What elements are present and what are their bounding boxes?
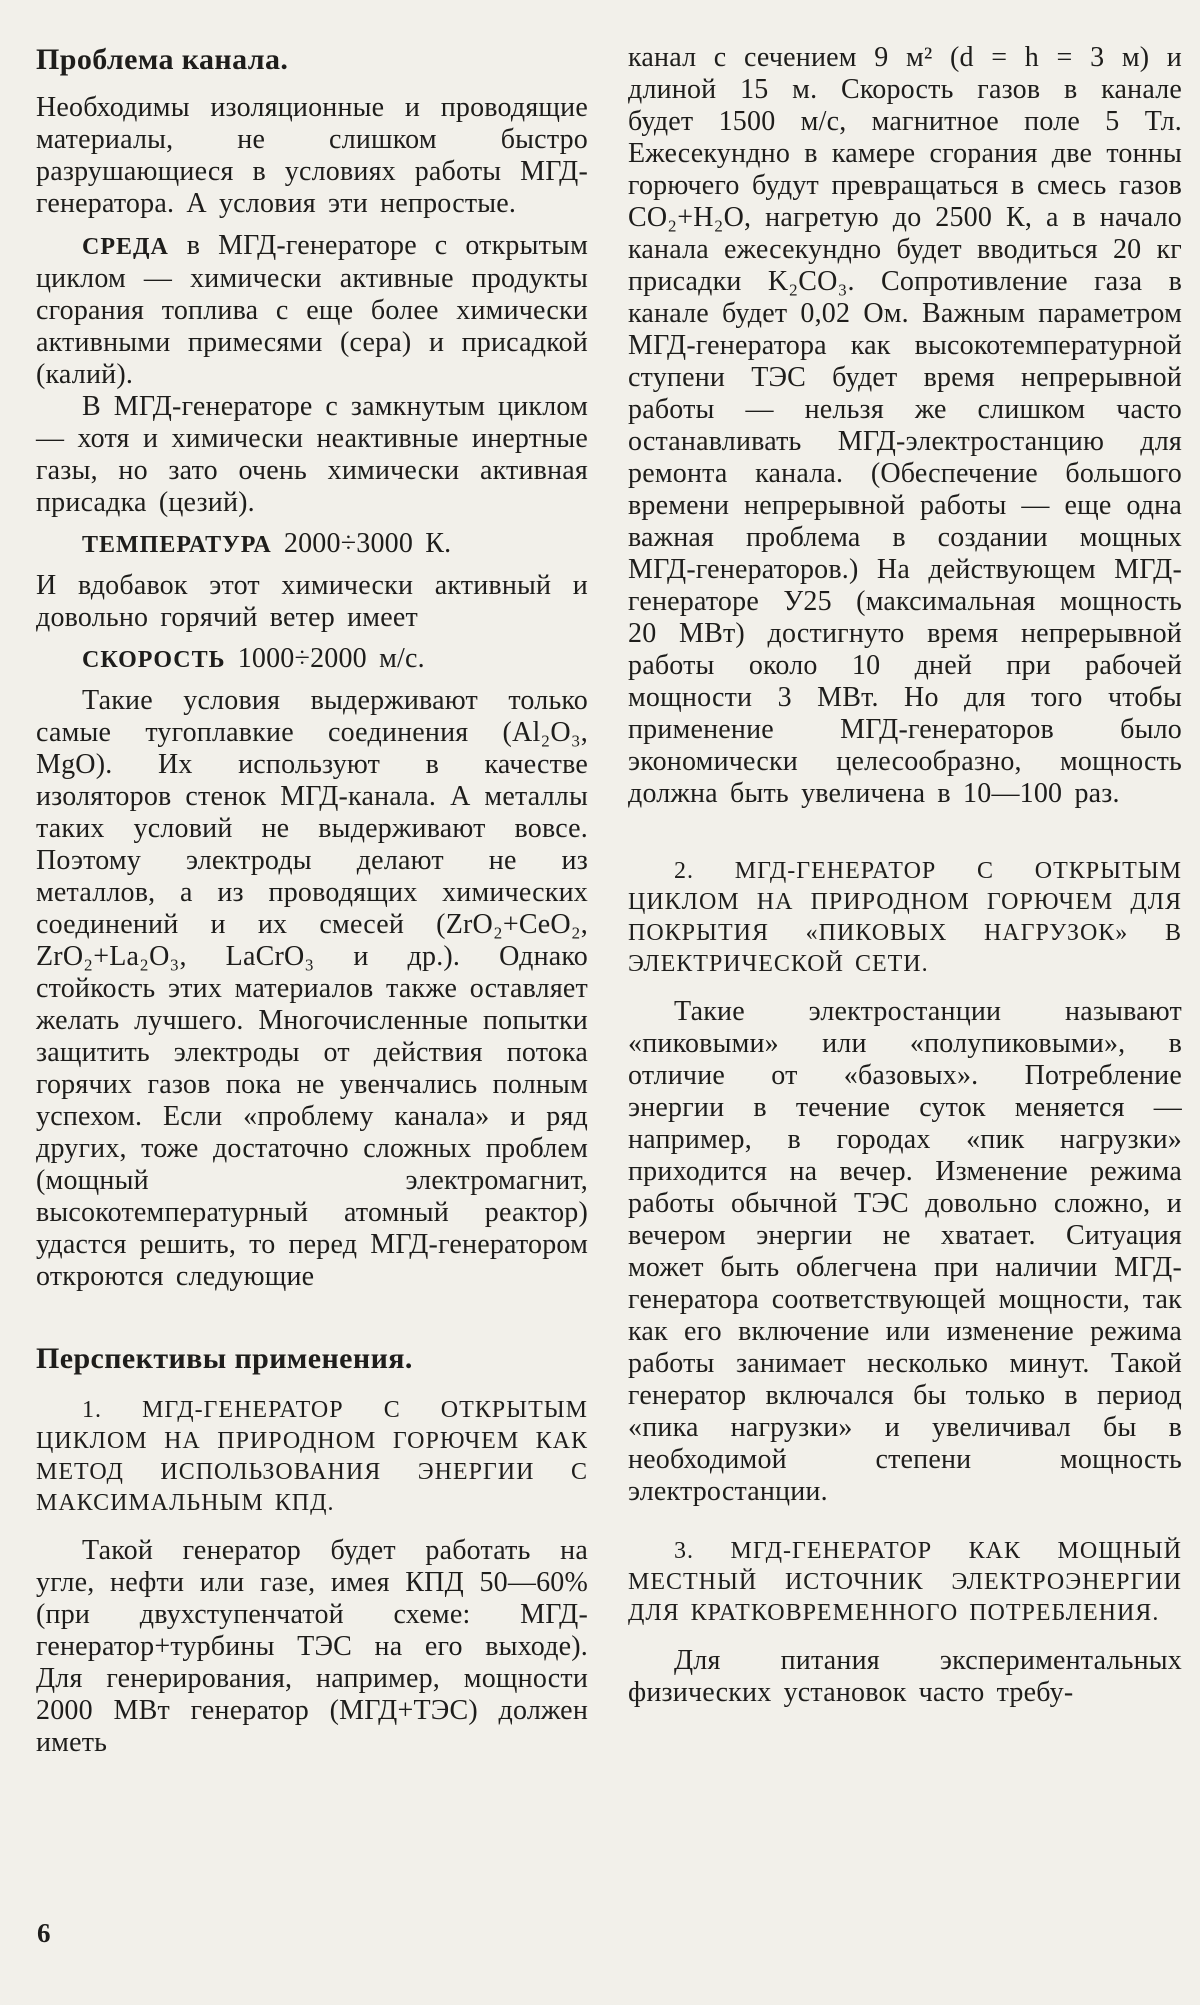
temperature-value: 2000÷3000 К. (271, 528, 452, 559)
heading-prospects: Перспективы применения. (36, 1342, 413, 1375)
paragraph-generator: Такой генератор будет работать на угле, нефти или газе, имея КПД 50—60% (при двухступенчатой схеме: МГД-генератор+турбины ТЭС на его выходе). Для генерирования, например, мощности 2000 МВт генератор (МГД+ТЭС) должен иметь (36, 1535, 588, 1758)
paragraph-channel-continuation: канал с сечением 9 м² (d = h = 3 м) и длиной 15 м. Скорость газов в канале будет 1500 м/с, магнитное поле 5 Тл. Ежесекундно в камере сгорания две тонны горючего будут превращаться в смесь газов CO₂+H₂O, нагретую до 2500 К, а в начало канала ежесекундно будет вводиться 20 кг присадки K₂CO₃. Сопротивление газа в канале будет 0,02 Ом. Важным параметром МГД-генератора как высокотемпературной ступени ТЭС будет время непрерывной работы — нельзя же слишком часто останавливать МГД-электростанцию для ремонта канала. (Обеспечение большого времени непрерывной работы — еще одна важная проблема в создании мощных МГД-генераторов.) На действующем МГД-генераторе У25 (максимальная мощность 20 МВт) достигнуто время непрерывной работы около 10 дней при рабочей мощности 3 МВт. Но для того чтобы применение МГД-генераторов было экономически целесообразно, мощность должна быть увеличена в 10—100 раз. (628, 42, 1182, 809)
paragraph-environment (36, 230, 588, 391)
paragraph-wind: И вдобавок этот химически активный и довольно горячий ветер имеет (36, 570, 588, 633)
line-speed (36, 643, 588, 676)
lead-word-sreda: СРЕДА (82, 234, 169, 260)
left-column (36, 42, 588, 1759)
paragraph-closed-cycle: В МГД-генераторе с замкнутым циклом — хотя и химически неактивные инертные газы, но зато очень химически активная присадка (цезий). (36, 391, 588, 518)
subsection-1-title: 1. МГД-ГЕНЕРАТОР С ОТКРЫТЫМ ЦИКЛОМ НА ПРИРОДНОМ ГОРЮЧЕМ КАК МЕТОД ИСПОЛЬЗОВАНИЯ ЭНЕРГИИ С МАКСИМАЛЬНЫМ КПД. (36, 1397, 588, 1516)
paragraph-environment-text: в МГД-генераторе с открытым циклом — химически активные продукты сгорания топлива с еще более химически активными примесями (сера) и присадкой (калий). (36, 230, 588, 390)
heading-channel-problem: Проблема канала. (36, 43, 289, 76)
text-columns (36, 42, 1182, 1759)
lead-word-speed: СКОРОСТЬ (82, 647, 226, 673)
lead-word-temperature: ТЕМПЕРАТУРА (82, 532, 272, 558)
paragraph-peak-load: Такие электростанции называют «пиковыми» или «полупиковыми», в отличие от «базовых». Потребление энергии в течение суток меняется — например, в городах «пик нагрузки» приходится на вечер. Изменение режима работы обычной ТЭС довольно сложно, и вечером энергии не хватает. Ситуация может быть облегчена при наличии МГД-генератора соответствующей мощности, так как его включение или изменение режима работы занимает несколько минут. Такой генератор включался бы только в период «пика нагрузки» и увеличивал бы в необходимой степени мощность электростанции. (628, 996, 1182, 1507)
paragraph-materials: Необходимы изоляционные и проводящие материалы, не слишком быстро разрушающиеся в условиях работы МГД-генератора. А условия эти непростые. (36, 92, 588, 219)
paragraph-conditions: Такие условия выдерживают только самые тугоплавкие соединения (Al₂O₃, MgO). Их используют в качестве изоляторов стенок МГД-канала. А металлы таких условий не выдерживают вовсе. Поэтому электроды делают не из металлов, а из проводящих химических соединений и их смесей (ZrO₂+CeO₂, ZrO₂+La₂O₃, LaCrO₃ и др.). Однако стойкость этих материалов также оставляет желать лучшего. Многочисленные попытки защитить электроды от действия потока горячих газов пока не увенчались полным успехом. Если «проблему канала» и ряд других, тоже достаточно сложных проблем (мощный электромагнит, высокотемпературный атомный реактор) удастся решить, то перед МГД-генератором откроются следующие (36, 685, 588, 1292)
subsection-3-title: 3. МГД-ГЕНЕРАТОР КАК МОЩНЫЙ МЕСТНЫЙ ИСТОЧНИК ЭЛЕКТРОЭНЕРГИИ ДЛЯ КРАТКОВРЕМЕННОГО ПОТРЕБЛЕНИЯ. (628, 1538, 1182, 1626)
subsection-2-title: 2. МГД-ГЕНЕРАТОР С ОТКРЫТЫМ ЦИКЛОМ НА ПРИРОДНОМ ГОРЮЧЕМ ДЛЯ ПОКРЫТИЯ «ПИКОВЫХ НАГРУЗОК» В ЭЛЕКТРИЧЕСКОЙ СЕТИ. (628, 858, 1182, 977)
page-number: 6 (37, 1918, 51, 1948)
line-temperature (36, 528, 588, 561)
right-column (628, 42, 1182, 1759)
paragraph-feeding: Для питания экспериментальных физических установок часто требу- (628, 1645, 1182, 1708)
speed-value: 1000÷2000 м/с. (225, 643, 425, 674)
